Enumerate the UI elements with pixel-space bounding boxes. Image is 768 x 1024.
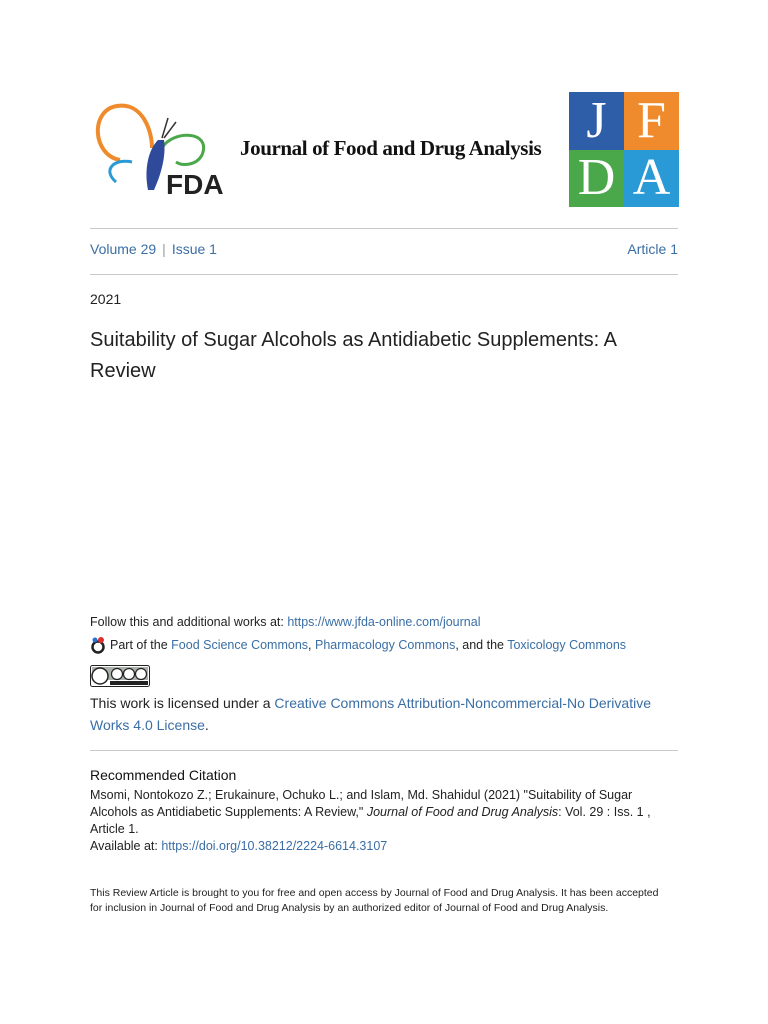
- issue-bar: [90, 241, 678, 257]
- follow-line: [90, 615, 480, 629]
- fda-logo: [92, 100, 232, 200]
- jfda-letter-a: A: [624, 150, 679, 208]
- footer-note: This Review Article is brought to you for free and open access by Journal of Food and Drug Analysis. It has been accepted for inclusion in Journal of Food and Drug Analysis by an authorized editor of Journal of Food and Drug Analysis.: [90, 887, 659, 914]
- citation-authors: Msomi, Nontokozo Z.; Erukainure, Ochuko L.; and Islam, Md. Shahidul (2021) "Suitability of Sugar Alcohols as Antidiabetic Supplements: A Review,": [90, 788, 633, 819]
- jfda-letter-f: F: [624, 92, 679, 150]
- part-of-text: Part of the: [110, 638, 172, 652]
- citation-text: Msomi, Nontokozo Z.; Erukainure, Ochuko L.; and Islam, Md. Shahidul (2021) "Suitability of Sugar Alcohols as Antidiabetic Supplements: A Review," Journal of Food and Drug Analysis: Vol. 29 : Iss. 1 , Article 1. Available at: https://doi.org/10.38212/2224-6614.3107: [90, 788, 651, 853]
- food-science-commons-link[interactable]: Food Science Commons: [171, 638, 309, 652]
- doi-link[interactable]: https://doi.org/10.38212/2224-6614.3107: [161, 839, 388, 853]
- article-link[interactable]: Article 1: [627, 241, 678, 257]
- license-text: This work is licensed under a: [90, 695, 275, 711]
- license-line: This work is licensed under a Creative Commons Attribution-Noncommercial-No Derivative Works 4.0 License.: [90, 695, 651, 733]
- jfda-letter-j: J: [569, 92, 624, 150]
- divider: [90, 274, 678, 275]
- cc-license-link[interactable]: Creative Commons Attribution-Noncommercial-No Derivative Works 4.0 License: [90, 695, 651, 733]
- journal-url-link[interactable]: https://www.jfda-online.com/journal: [287, 615, 481, 629]
- separator: |: [162, 241, 166, 257]
- recommended-citation-heading: Recommended Citation: [90, 767, 237, 783]
- jfda-letter-d: D: [569, 150, 624, 208]
- citation-journal: Journal of Food and Drug Analysis: [366, 805, 559, 819]
- toxicology-commons-link[interactable]: Toxicology Commons: [507, 638, 627, 652]
- citation-details: : Vol. 29 : Iss. 1 , Article 1.: [90, 805, 651, 836]
- volume-link[interactable]: Volume 29: [90, 241, 157, 257]
- follow-text: Follow this and additional works at:: [90, 615, 288, 629]
- journal-title: Journal of Food and Drug Analysis: [240, 136, 542, 160]
- jfda-logo: [569, 92, 679, 207]
- article-title: Suitability of Sugar Alcohols as Antidiabetic Supplements: A Review: [90, 329, 616, 382]
- fda-logo-text: FDA: [166, 169, 224, 200]
- cc-license-icon[interactable]: [90, 665, 150, 687]
- issue-link[interactable]: Issue 1: [171, 241, 217, 257]
- pharmacology-commons-link[interactable]: Pharmacology Commons: [314, 638, 456, 652]
- divider: [90, 228, 678, 229]
- publication-year: 2021: [90, 291, 122, 307]
- part-of-line: Part of the Food Science Commons, Pharmacology Commons, and the Toxicology Commons: [90, 636, 626, 654]
- divider: [90, 750, 678, 751]
- network-icon: [90, 636, 106, 654]
